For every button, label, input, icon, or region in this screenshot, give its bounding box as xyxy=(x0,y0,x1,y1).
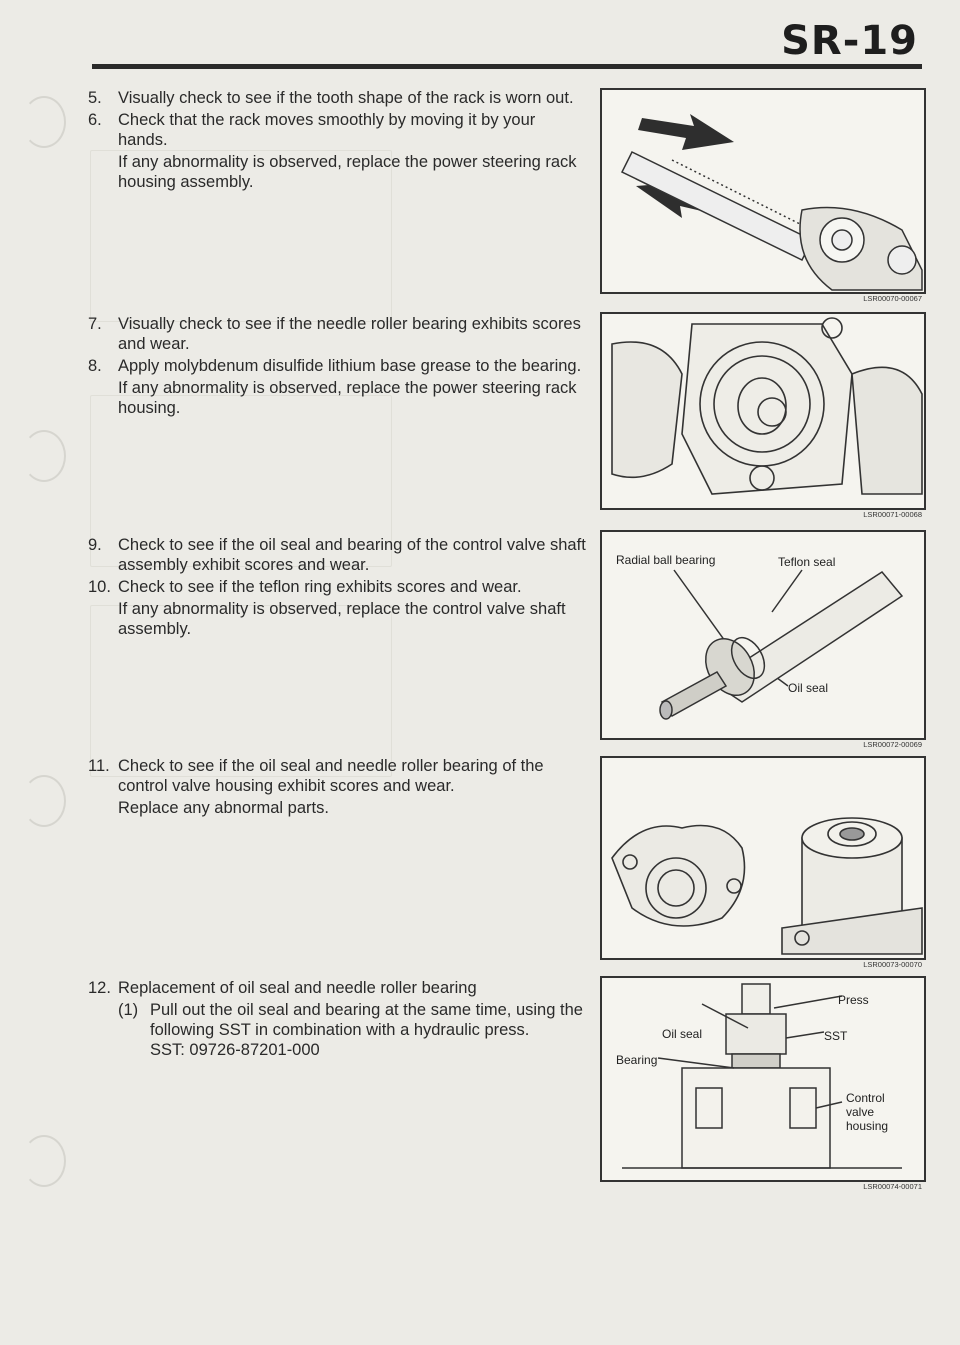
section-needle-bearing xyxy=(88,314,588,418)
header-rule xyxy=(92,64,922,69)
step: 9. Check to see if the oil seal and bearing of the control valve shaft assembly exhibit scores and wear. xyxy=(88,536,586,574)
section-control-valve-housing xyxy=(88,756,588,818)
press-illustration xyxy=(602,978,924,1180)
figure-control-valve-shaft xyxy=(600,530,926,740)
step: 11. Check to see if the oil seal and needle roller bearing of the control valve housing exhibit scores and wear. xyxy=(88,757,544,795)
section-rack-check xyxy=(88,88,588,192)
step: 12. Replacement of oil seal and needle roller bearing xyxy=(88,979,477,997)
substep: (1) Pull out the oil seal and bearing at the same time, using the following SST in combination with a hydraulic press. SST: 09726-87201-000 xyxy=(118,1000,588,1060)
bearing-illustration xyxy=(602,314,924,508)
note: If any abnormality is observed, replace the control valve shaft assembly. xyxy=(118,600,566,638)
label-bearing: Bearing xyxy=(616,1053,658,1067)
figure-rack xyxy=(600,88,926,294)
figure-code: LSR00072-00069 xyxy=(863,740,922,749)
sst-number: SST: 09726-87201-000 xyxy=(150,1041,320,1059)
label-valve: valve xyxy=(846,1105,875,1119)
housing-illustration xyxy=(602,758,924,958)
note: If any abnormality is observed, replace the power steering rack housing. xyxy=(118,379,577,417)
step: 6. Check that the rack moves smoothly by moving it by your hands. xyxy=(88,111,536,149)
figure-needle-bearing xyxy=(600,312,926,510)
figure-code: LSR00074-00071 xyxy=(863,1182,922,1191)
label-radial-ball-bearing: Radial ball bearing xyxy=(616,553,716,567)
shaft-illustration xyxy=(602,532,924,738)
step: 10. Check to see if the teflon ring exhibits scores and wear. xyxy=(88,578,522,596)
figure-code: LSR00073-00070 xyxy=(863,960,922,969)
label-teflon-seal: Teflon seal xyxy=(778,555,836,569)
step: 8. Apply molybdenum disulfide lithium base grease to the bearing. xyxy=(88,357,582,375)
page-number: SR-19 xyxy=(781,18,918,64)
label-sst: SST xyxy=(824,1029,848,1043)
figure-press-diagram xyxy=(600,976,926,1182)
section-replacement xyxy=(88,978,588,1060)
step: 5. Visually check to see if the tooth shape of the rack is worn out. xyxy=(88,89,574,107)
label-housing: housing xyxy=(846,1119,889,1133)
figure-code: LSR00070-00067 xyxy=(863,294,922,303)
note: Replace any abnormal parts. xyxy=(118,799,329,817)
label-control: Control xyxy=(846,1091,885,1105)
note: If any abnormality is observed, replace the power steering rack housing assembly. xyxy=(118,153,577,191)
label-press: Press xyxy=(838,993,869,1007)
label-oil-seal: Oil seal xyxy=(662,1027,703,1041)
section-control-valve-shaft xyxy=(88,535,588,639)
step: 7. Visually check to see if the needle roller bearing exhibits scores and wear. xyxy=(88,315,581,353)
label-oil-seal: Oil seal xyxy=(788,681,829,695)
figure-code: LSR00071-00068 xyxy=(863,510,922,519)
rack-illustration xyxy=(602,90,924,292)
figure-control-valve-housing xyxy=(600,756,926,960)
